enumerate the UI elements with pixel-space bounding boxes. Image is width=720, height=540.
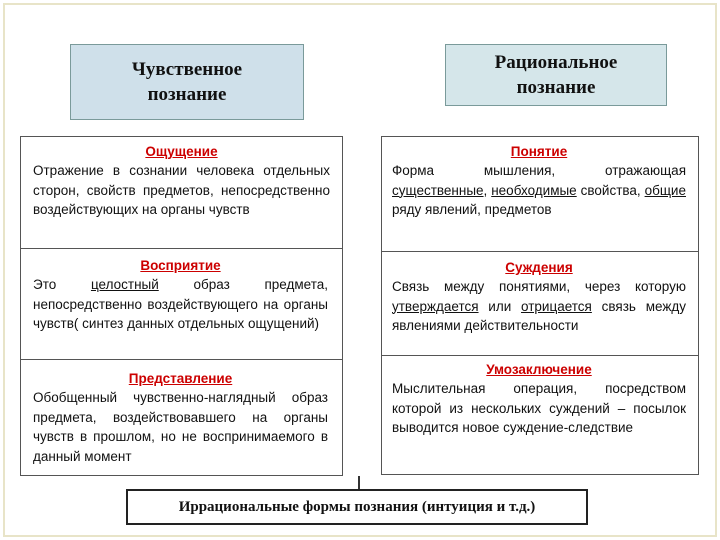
sensory-cognition-header [70,44,304,120]
inference-description: Мыслительная операция, посредством которой из нескольких суждений – посылок выводится новое суждение-следствие [392,381,686,435]
representation-description: Обобщенный чувственно-наглядный образ предмета, воздействовавшего на органы чувств в прошлом, но не воспринимаемого в данный момент [33,390,328,464]
essential-emphasis: существенные [392,182,484,198]
concept-section [382,143,698,220]
representation-section [21,370,342,466]
irrational-forms-text: Иррациональные формы познания (интуиция и т.д.) [178,498,536,515]
sensory-header-line1: Чувственное [131,59,243,80]
perception-section [21,257,342,334]
judgment-section [382,259,698,336]
inference-section [382,361,698,438]
divider [382,355,698,356]
concept-description: Форма мышления, отражающая существенные, необходимые свойства, общие ряду явлений, предметов [392,163,686,217]
denied-emphasis: отрицается [521,298,592,314]
perception-term: Восприятие [140,258,221,273]
perception-description: Это целостный образ предмета, непосредственно воздействующего на органы чувств( синтез данных отдельных ощущений) [33,277,328,331]
concept-term: Понятие [510,144,568,159]
sensation-description: Отражение в сознании человека отдельных сторон, свойств предметов, непосредственно воздействующих на органы чувств [33,163,330,217]
affirmed-emphasis: утверждается [392,298,479,314]
divider [21,248,342,249]
holistic-emphasis: целостный [90,277,159,292]
judgment-term: Суждения [505,260,573,275]
divider [382,251,698,252]
rational-header-line1: Рациональное [494,52,618,73]
rational-forms-box [381,136,699,475]
sensory-header-line2: познание [147,84,227,105]
rational-cognition-header [445,44,667,106]
sensory-forms-box [20,136,343,476]
rational-header-line2: познание [516,77,596,98]
irrational-forms-box [126,489,588,525]
inference-term: Умозаключение [486,362,592,377]
divider [21,359,342,360]
judgment-description: Связь между понятиями, через которую утверждается или отрицается связь между явлениями действительности [392,279,686,333]
common-emphasis: общие [644,182,686,198]
representation-term: Представление [128,371,233,386]
sensation-section [21,143,342,220]
sensation-term: Ощущение [145,144,218,159]
necessary-emphasis: необходимые [491,182,577,198]
connector-line [358,476,360,490]
